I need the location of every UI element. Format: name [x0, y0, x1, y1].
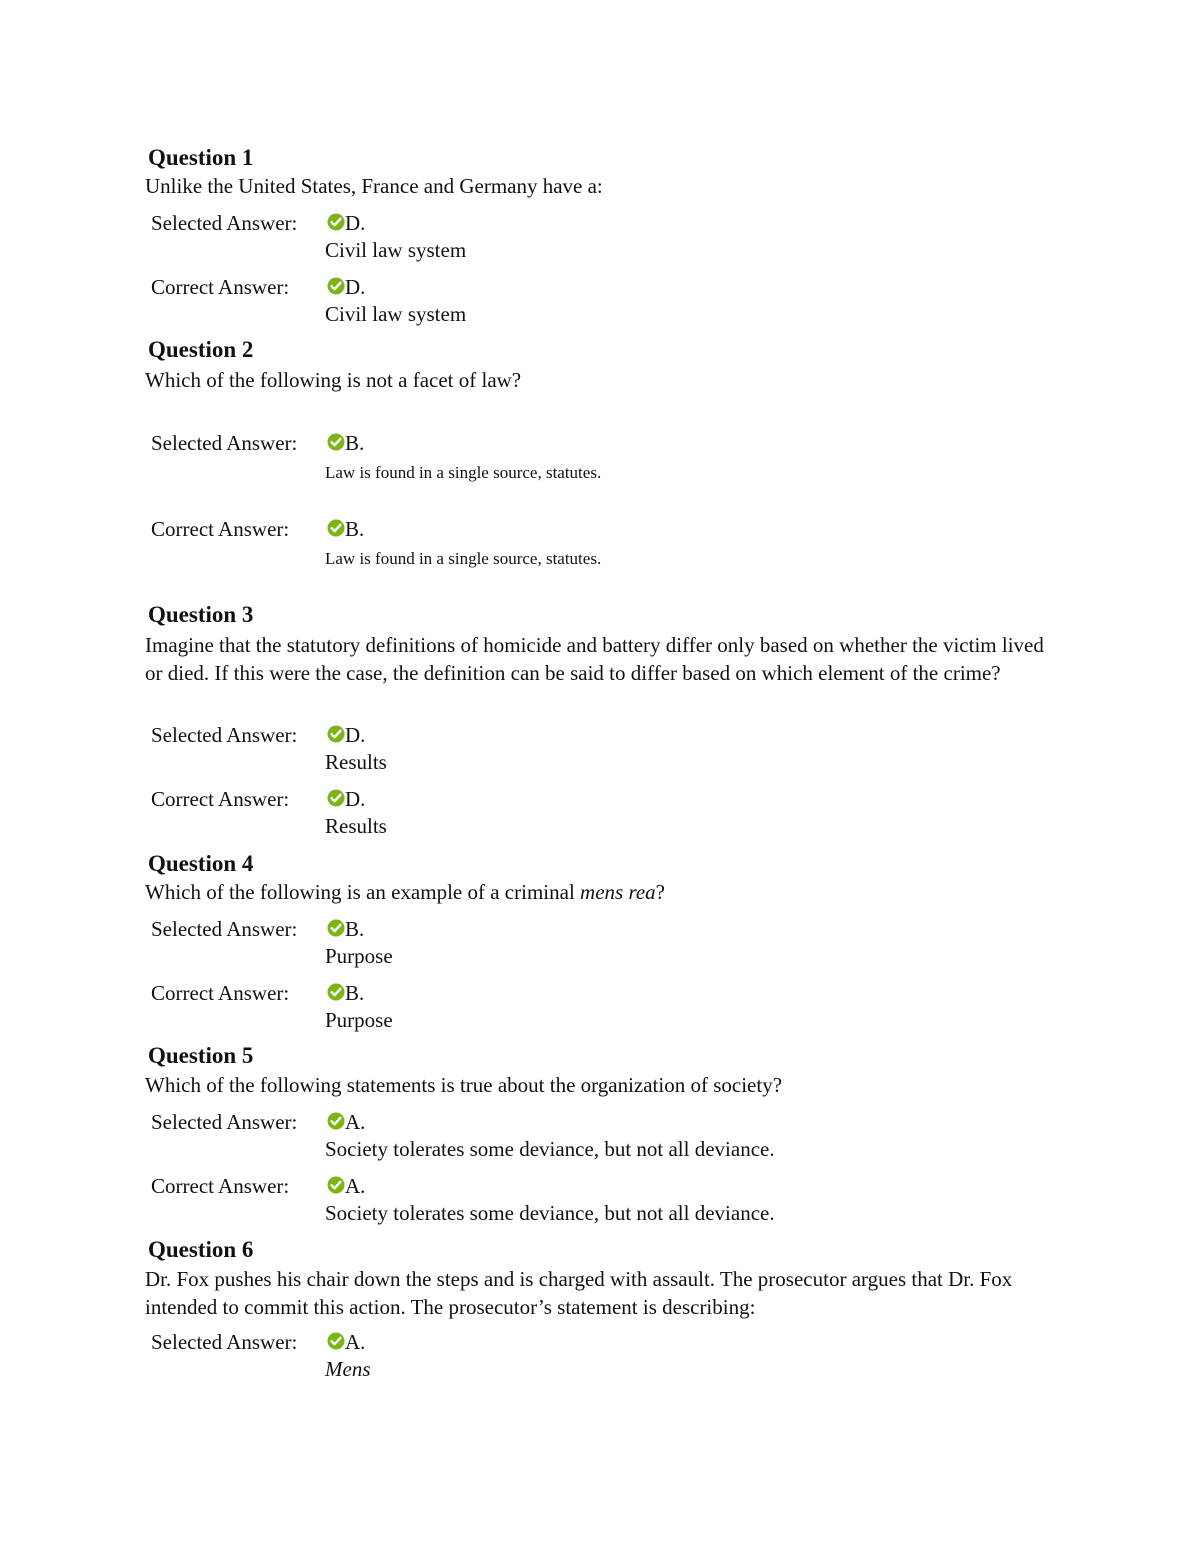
check-circle-icon — [327, 1112, 345, 1130]
answer-letter: B. — [345, 981, 365, 1005]
check-circle-icon — [327, 1332, 345, 1350]
question-6-text: Dr. Fox pushes his chair down the steps and is charged with assault. The prosecutor argues that Dr. Fox intended to commit this action. The prosecutor’s statement is describing: — [145, 1267, 1013, 1319]
answer-text: Civil law system — [325, 302, 467, 326]
question-1-correct-answer — [151, 274, 1051, 334]
question-6-selected-answer — [151, 1329, 1051, 1389]
question-3-selected-answer — [151, 722, 1051, 782]
correct-answer-label: Correct Answer: — [151, 275, 290, 299]
question-4-text — [145, 879, 1065, 907]
correct-answer-choice — [327, 516, 364, 543]
question-2-text: Which of the following is not a facet of law? — [145, 368, 522, 392]
selected-answer-choice — [327, 1109, 365, 1136]
selected-answer-choice — [327, 916, 364, 943]
answer-letter: D. — [345, 787, 366, 811]
answer-letter: B. — [345, 431, 365, 455]
selected-answer-choice — [327, 210, 365, 237]
answer-letter: B. — [345, 917, 365, 941]
question-2-selected-answer — [151, 430, 1051, 490]
correct-answer-label: Correct Answer: — [151, 517, 290, 541]
selected-answer-label: Selected Answer: — [151, 1110, 298, 1134]
check-circle-icon — [327, 725, 345, 743]
question-5-selected-answer — [151, 1109, 1051, 1169]
selected-answer-choice — [327, 430, 364, 457]
question-5-text: Which of the following statements is true about the organization of society? — [145, 1073, 783, 1097]
answer-letter: D. — [345, 275, 366, 299]
question-4-text-start: Which of the following is an example of a criminal — [145, 880, 581, 904]
question-3-title: Question 3 — [148, 602, 254, 627]
selected-answer-label: Selected Answer: — [151, 431, 298, 455]
check-circle-icon — [327, 277, 345, 295]
check-circle-icon — [327, 519, 345, 537]
correct-answer-label: Correct Answer: — [151, 1174, 290, 1198]
answer-text: Purpose — [325, 944, 393, 968]
answer-text: Law is found in a single source, statutes. — [325, 463, 602, 482]
question-2-correct-answer — [151, 516, 1051, 576]
question-5-title: Question 5 — [148, 1043, 254, 1068]
question-2-title: Question 2 — [148, 337, 254, 362]
check-circle-icon — [327, 1176, 345, 1194]
question-3-text: Imagine that the statutory definitions of homicide and battery differ only based on whether the victim lived or died. If this were the case, the definition can be said to differ based on which element of the crime? — [145, 633, 1044, 685]
correct-answer-choice — [327, 1173, 365, 1200]
answer-letter: A. — [345, 1330, 366, 1354]
answer-text: Results — [325, 750, 387, 774]
check-circle-icon — [327, 983, 345, 1001]
selected-answer-choice — [327, 1329, 365, 1356]
selected-answer-choice — [327, 722, 365, 749]
answer-letter: B. — [345, 517, 365, 541]
selected-answer-label: Selected Answer: — [151, 723, 298, 747]
question-4-text-italic: mens rea — [580, 880, 656, 904]
question-6-title: Question 6 — [148, 1237, 254, 1262]
question-4-text-end: ? — [655, 880, 665, 904]
answer-letter: D. — [345, 211, 366, 235]
answer-letter: D. — [345, 723, 366, 747]
selected-answer-label: Selected Answer: — [151, 211, 298, 235]
question-1-selected-answer — [151, 210, 1051, 270]
answer-text: Society tolerates some deviance, but not all deviance. — [325, 1137, 775, 1161]
correct-answer-choice — [327, 980, 364, 1007]
correct-answer-choice — [327, 786, 365, 813]
question-4-selected-answer — [151, 916, 1051, 976]
answer-text: Society tolerates some deviance, but not all deviance. — [325, 1201, 775, 1225]
correct-answer-label: Correct Answer: — [151, 981, 290, 1005]
check-circle-icon — [327, 789, 345, 807]
answer-text: Purpose — [325, 1008, 393, 1032]
check-circle-icon — [327, 919, 345, 937]
question-1-title: Question 1 — [148, 145, 254, 170]
selected-answer-label: Selected Answer: — [151, 917, 298, 941]
question-1-text: Unlike the United States, France and Germany have a: — [145, 174, 603, 198]
answer-letter: A. — [345, 1110, 366, 1134]
answer-text: Mens — [325, 1357, 371, 1381]
correct-answer-label: Correct Answer: — [151, 787, 290, 811]
question-4-correct-answer — [151, 980, 1051, 1040]
question-4-title: Question 4 — [148, 851, 254, 876]
answer-text: Results — [325, 814, 387, 838]
correct-answer-choice — [327, 274, 365, 301]
selected-answer-label: Selected Answer: — [151, 1330, 298, 1354]
question-5-correct-answer — [151, 1173, 1051, 1233]
answer-letter: A. — [345, 1174, 366, 1198]
answer-text: Law is found in a single source, statutes. — [325, 549, 602, 568]
answer-text: Civil law system — [325, 238, 467, 262]
check-circle-icon — [327, 213, 345, 231]
question-3-correct-answer — [151, 786, 1051, 846]
check-circle-icon — [327, 433, 345, 451]
